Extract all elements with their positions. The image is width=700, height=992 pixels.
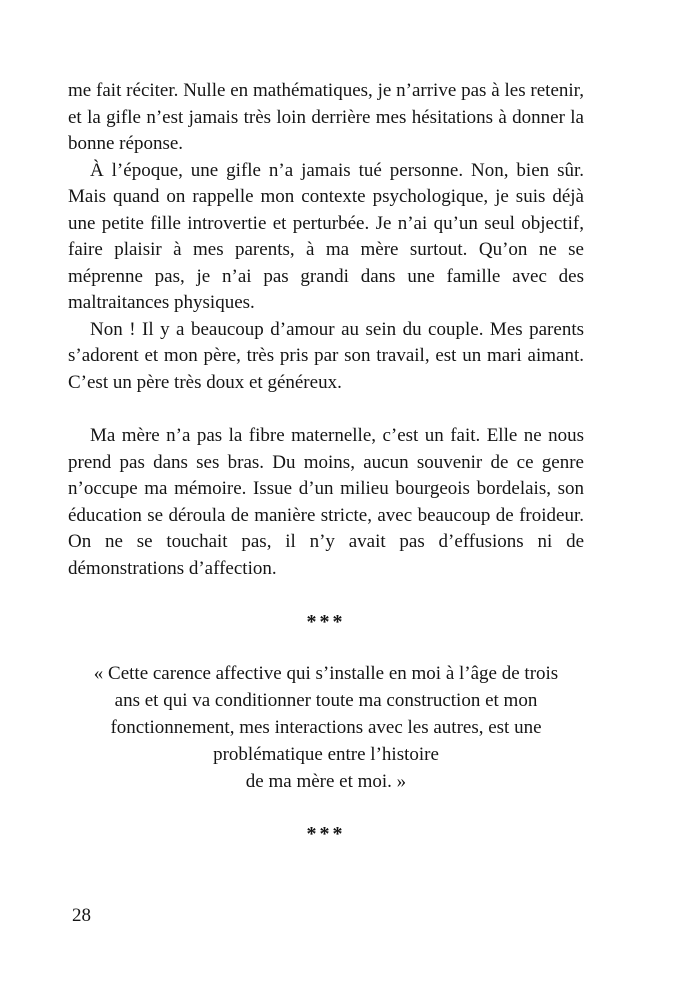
section-separator-asterisks: *** <box>306 611 346 633</box>
quote-line: « Cette carence affective qui s’installe en moi à l’âge de trois <box>93 662 559 684</box>
quote-line: fonctionnement, mes interactions avec les autres, est une <box>110 716 542 738</box>
quote-line: problématique entre l’histoire <box>213 743 439 765</box>
quote-line: de ma mère et moi. » <box>245 770 407 792</box>
paragraph: Ma mère n’a pas la fibre maternelle, c’est un fait. Elle ne nous prend pas dans ses bras. Du moins, aucun souvenir de ce genre n’occupe ma mémoire. Issue d’un milieu bourgeois bordelais, son éducation se déroula de manière stricte, avec beaucoup de froideur. On ne se touchait pas, il n’y avait pas d’effusions ni de démonstrations d’affection. <box>68 425 584 579</box>
paragraph: Non ! Il y a beaucoup d’amour au sein du couple. Mes parents s’adorent et mon père, très pris par son travail, est un mari aimant. C’est un père très doux et généreux. <box>68 318 584 393</box>
page-body <box>68 78 584 847</box>
section-separator-asterisks: *** <box>306 822 346 845</box>
paragraph-continuation: me fait réciter. Nulle en mathématiques, je n’arrive pas à les retenir, et la gifle n’est jamais très loin derrière mes hésitations à donner la bonne réponse. <box>68 80 584 154</box>
quote-line: ans et qui va conditionner toute ma construction et mon <box>114 689 538 711</box>
page-number: 28 <box>72 905 91 926</box>
pull-quote <box>68 660 584 795</box>
paragraph: À l’époque, une gifle n’a jamais tué personne. Non, bien sûr. Mais quand on rappelle mon contexte psychologique, je suis déjà une petite fille introvertie et perturbée. Je n’ai qu’un seul objectif, faire plaisir à mes parents, à ma mère surtout. Qu’on ne se méprenne pas, je n’ai pas grandi dans une famille avec des maltraitances physiques. <box>68 159 584 313</box>
